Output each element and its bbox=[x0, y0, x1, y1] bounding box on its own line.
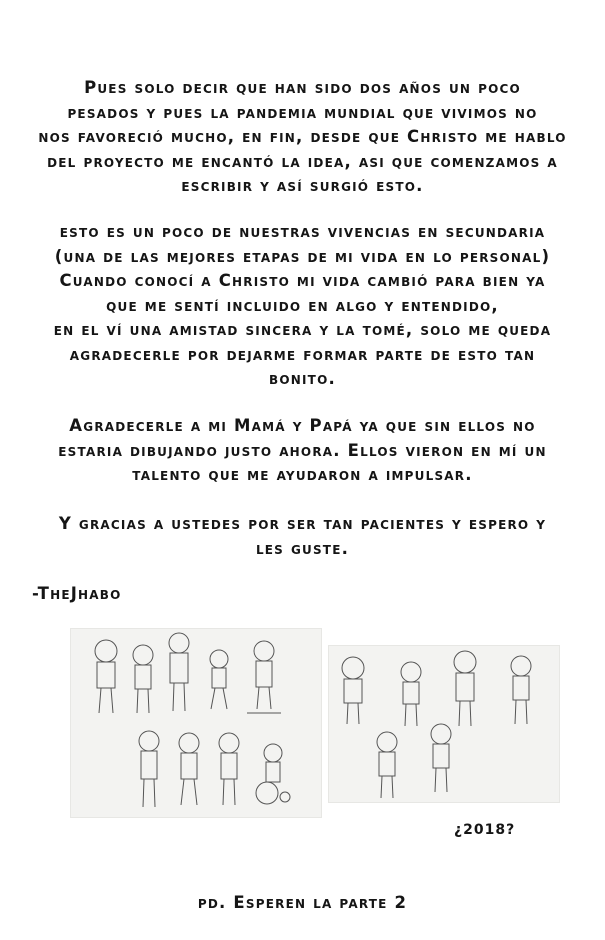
text-line: Y gracias a ustedes por ser tan pacientes y espero y bbox=[58, 514, 547, 533]
text-line: les guste. bbox=[255, 538, 350, 558]
sketch-figure bbox=[454, 651, 476, 726]
text-line: pesados y pues la pandemia mundial que vivimos no bbox=[67, 102, 538, 122]
paragraph-experiences bbox=[0, 220, 605, 392]
character-sketch-group-right bbox=[328, 645, 560, 803]
text-line: esto es un poco de nuestras vivencias en secundaria bbox=[59, 222, 546, 241]
paragraph-intro bbox=[0, 76, 605, 199]
text-line: que me sentí incluido en algo y entendido, bbox=[106, 295, 499, 315]
year-note: ¿2018? bbox=[454, 822, 516, 838]
sketch-figure bbox=[377, 732, 397, 798]
text-line: Cuando conocí a Christo mi vida cambió para bien ya bbox=[59, 271, 546, 290]
text-line: estaria dibujando justo ahora. Ellos vieron en mí un bbox=[58, 440, 547, 460]
sketch-figure bbox=[210, 650, 228, 709]
sketch-figure bbox=[179, 733, 199, 805]
postscript: pd. Esperen la parte 2 bbox=[197, 893, 408, 912]
sketch-figure bbox=[95, 640, 117, 713]
text-line: nos favoreció mucho, en fin, desde que Christo me hablo bbox=[38, 127, 567, 146]
sketch-figure bbox=[169, 633, 189, 711]
pencil-sketch-figures bbox=[329, 646, 559, 802]
sketch-figure bbox=[401, 662, 421, 726]
text-line: (una de las mejores etapas de mi vida en lo personal) bbox=[54, 246, 551, 266]
sketch-figure bbox=[219, 733, 239, 805]
sketch-figure bbox=[256, 744, 290, 804]
character-sketch-group-left bbox=[70, 628, 322, 818]
pencil-sketch-figures bbox=[71, 629, 321, 817]
text-line: del proyecto me encantó la idea, asi que comenzamos a bbox=[47, 151, 558, 171]
text-line: Agradecerle a mi Mamá y Papá ya que sin ellos no bbox=[69, 416, 536, 435]
text-line: escribir y así surgió esto. bbox=[181, 176, 424, 195]
text-line: Pues solo decir que han sido dos años un poco bbox=[84, 78, 521, 97]
sketch-figure bbox=[431, 724, 451, 792]
sketch-figure bbox=[342, 657, 364, 724]
paragraph-thanks bbox=[0, 512, 605, 561]
sketch-figure bbox=[247, 641, 281, 713]
paragraph-parents bbox=[0, 414, 605, 488]
text-line: en el ví una amistad sincera y la tomé, solo me queda bbox=[53, 320, 552, 339]
signature: -TheJhabo bbox=[32, 584, 122, 603]
sketch-figure bbox=[139, 731, 159, 807]
text-line: talento que me ayudaron a impulsar. bbox=[132, 465, 473, 484]
text-line: agradecerle por dejarme formar parte de esto tan bbox=[69, 344, 536, 364]
text-line: bonito. bbox=[269, 369, 336, 388]
sketch-figure bbox=[511, 656, 531, 724]
sketch-figure bbox=[133, 645, 153, 713]
